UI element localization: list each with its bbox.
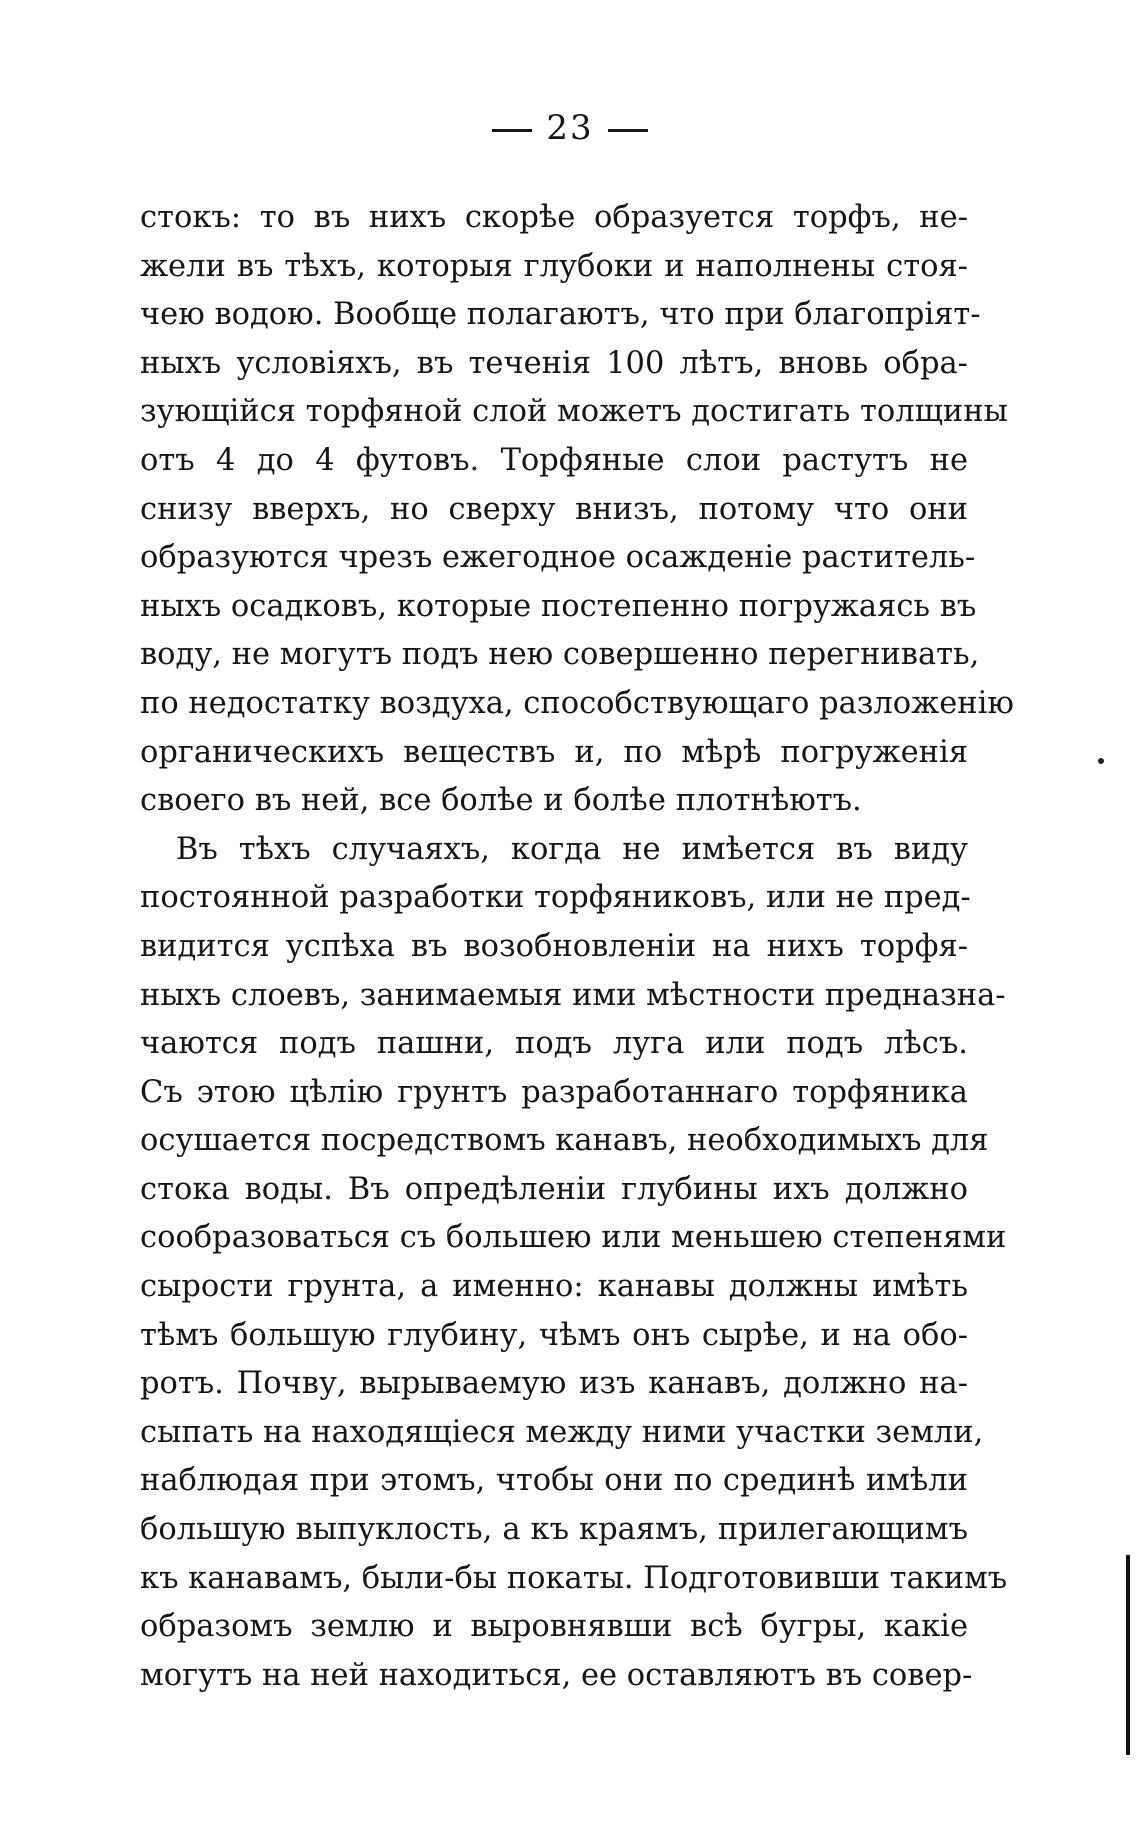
paragraph-end-line: своего въ ней, все болѣе и болѣе плотнѣютъ. <box>140 783 862 819</box>
text-line: къ канавамъ, были-бы покаты. Подготовивши такимъ <box>140 1560 1008 1596</box>
text-line: воду, не могутъ подъ нею совершенно перегнивать, <box>140 637 980 673</box>
text-line: зующійся торфяной слой можетъ достигать толщины <box>140 394 1008 430</box>
text-line: образомъ землю и выровнявши всѣ бугры, какіе <box>140 1609 968 1645</box>
text-line: могутъ на ней находиться, ее оставляютъ въ совер- <box>140 1657 973 1693</box>
text-line: снизу вверхъ, но сверху внизъ, потому что они <box>140 491 968 527</box>
margin-scan-bar <box>1126 1555 1130 1755</box>
text-line: видится успѣха въ возобновленіи на нихъ торфя- <box>140 928 968 964</box>
body-text <box>140 194 1014 1700</box>
margin-speck <box>1098 758 1104 764</box>
text-line: жели въ тѣхъ, которыя глубоки и наполнены стоя- <box>140 248 968 284</box>
paragraph-start-line: Въ тѣхъ случаяхъ, когда не имѣется въ виду <box>176 831 968 867</box>
text-line: сырости грунта, а именно: канавы должны имѣть <box>140 1269 968 1305</box>
text-line: ныхъ слоевъ, занимаемыя ими мѣстности предназна- <box>140 977 1006 1013</box>
text-line: Съ этою цѣлію грунтъ разработаннаго торфяника <box>140 1074 968 1110</box>
text-line: наблюдая при этомъ, чтобы они по срединѣ имѣли <box>140 1463 968 1499</box>
text-line: осушается посредствомъ канавъ, необходимыхъ для <box>140 1123 989 1159</box>
text-line: сыпать на находящіеся между ними участки земли, <box>140 1414 984 1450</box>
right-dash-ornament <box>608 129 648 132</box>
text-line: образуются чрезъ ежегодное осажденіе раститель- <box>140 540 976 576</box>
page-number: 23 <box>546 108 594 148</box>
text-line: по недостатку воздуха, способствующаго разложенію <box>140 685 1014 721</box>
text-line: органическихъ веществъ и, по мѣрѣ погруженія <box>140 734 968 770</box>
text-line: постоянной разработки торфяниковъ, или не пред- <box>140 880 971 916</box>
text-line: ротъ. Почву, вырываемую изъ канавъ, должно на- <box>140 1366 968 1402</box>
page-number-header <box>0 106 1140 150</box>
text-line: большую выпуклость, а къ краямъ, прилегающимъ <box>140 1512 968 1548</box>
text-line: ныхъ условіяхъ, въ теченія 100 лѣтъ, вновь обра- <box>140 345 968 381</box>
text-line: стокъ: то въ нихъ скорѣе образуется торфъ, не- <box>140 200 968 235</box>
left-dash-ornament <box>492 129 532 132</box>
text-line: стока воды. Въ опредѣленіи глубины ихъ должно <box>140 1171 968 1207</box>
text-line: чаются подъ пашни, подъ луга или подъ лѣсъ. <box>140 1026 968 1062</box>
text-line: сообразоваться съ большею или меньшею степенями <box>140 1220 1007 1256</box>
text-line: ныхъ осадковъ, которые постепенно погружаясь въ <box>140 588 977 624</box>
text-line: тѣмъ большую глубину, чѣмъ онъ сырѣе, и на обо- <box>140 1317 968 1353</box>
text-line: отъ 4 до 4 футовъ. Торфяные слои растутъ не <box>140 442 968 478</box>
text-line: чею водою. Вообще полагаютъ, что при благопріят- <box>140 297 981 333</box>
